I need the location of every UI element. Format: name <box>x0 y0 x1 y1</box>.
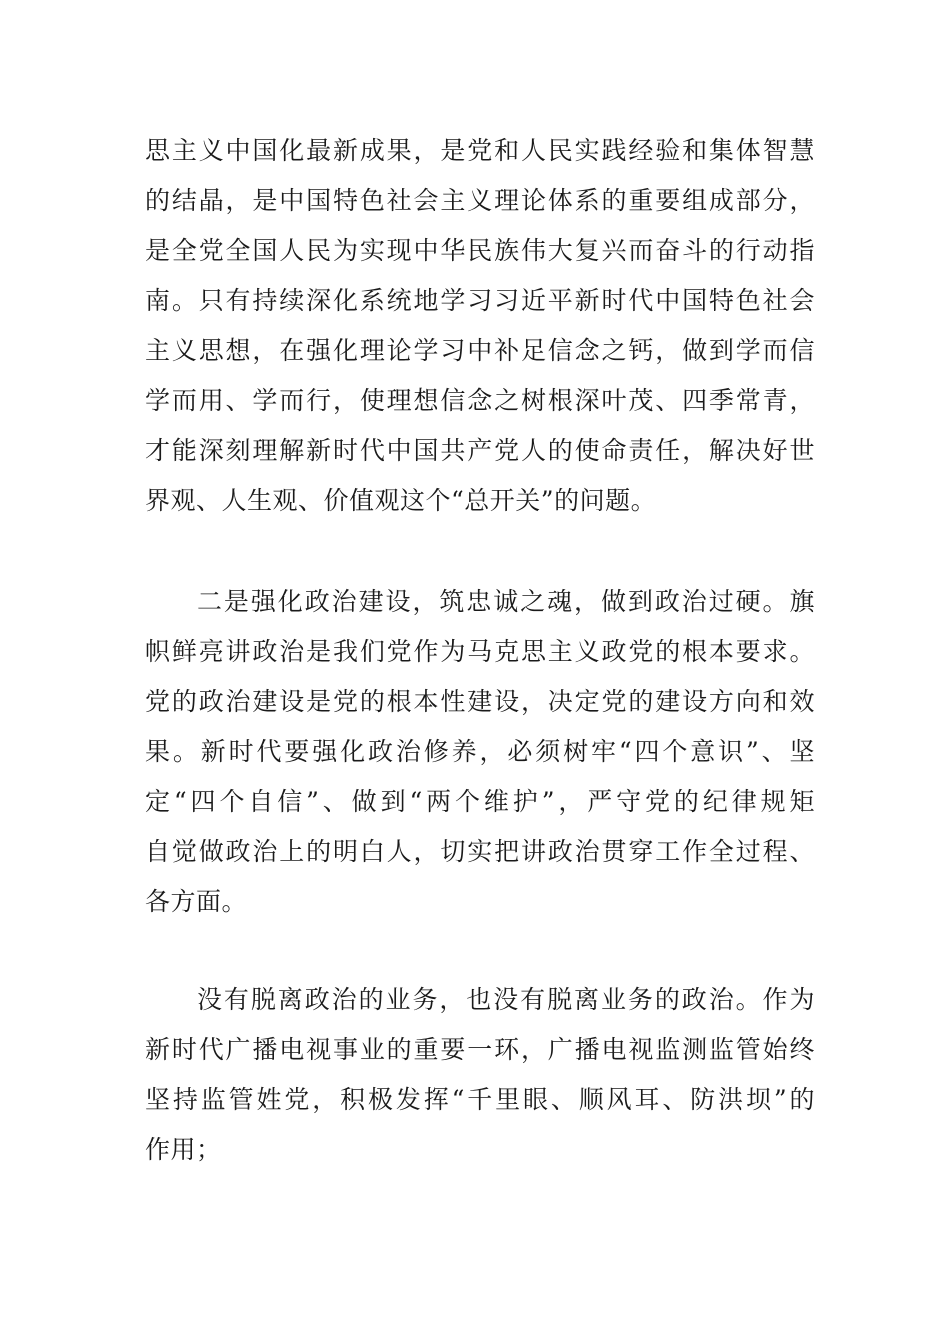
text-line: 思主义中国化最新成果，是党和人民实践经验和集体智慧 <box>145 136 815 165</box>
text-line: 没有脱离政治的业务，也没有脱离业务的政治。作为 <box>197 985 815 1014</box>
text-line: 帜鲜亮讲政治是我们党作为马克思主义政党的根本要求。 <box>145 637 815 666</box>
paragraph-broadcast-supervision <box>145 975 815 1175</box>
text-line: 南。只有持续深化系统地学习习近平新时代中国特色社会 <box>145 286 815 315</box>
text-line: 界观、人生观、价值观这个“总开关”的问题。 <box>145 486 657 515</box>
text-line: 二是强化政治建设，筑忠诚之魂，做到政治过硬。旗 <box>197 587 815 616</box>
text-line: 自觉做政治上的明白人，切实把讲政治贯穿工作全过程、 <box>145 837 815 866</box>
text-line: 才能深刻理解新时代中国共产党人的使命责任，解决好世 <box>145 436 815 465</box>
text-line: 果。新时代要强化政治修养，必须树牢“四个意识”、坚 <box>145 737 815 766</box>
text-line: 定“四个自信”、做到“两个维护”，严守党的纪律规矩 <box>145 787 815 816</box>
text-line: 党的政治建设是党的根本性建设，决定党的建设方向和效 <box>145 687 815 716</box>
paragraph-theory-study <box>145 126 815 526</box>
text-line: 坚持监管姓党，积极发挥“千里眼、顺风耳、防洪坝”的 <box>145 1085 815 1114</box>
text-line: 的结晶，是中国特色社会主义理论体系的重要组成部分， <box>145 186 815 215</box>
text-line: 新时代广播电视事业的重要一环，广播电视监测监管始终 <box>145 1035 815 1064</box>
text-line: 是全党全国人民为实现中华民族伟大复兴而奋斗的行动指 <box>145 236 815 265</box>
text-line: 主义思想，在强化理论学习中补足信念之钙，做到学而信 <box>145 336 815 365</box>
paragraph-political-building <box>145 577 815 927</box>
text-line: 学而用、学而行，使理想信念之树根深叶茂、四季常青， <box>145 386 815 415</box>
text-line: 各方面。 <box>145 887 248 916</box>
text-line: 作用； <box>145 1135 222 1164</box>
